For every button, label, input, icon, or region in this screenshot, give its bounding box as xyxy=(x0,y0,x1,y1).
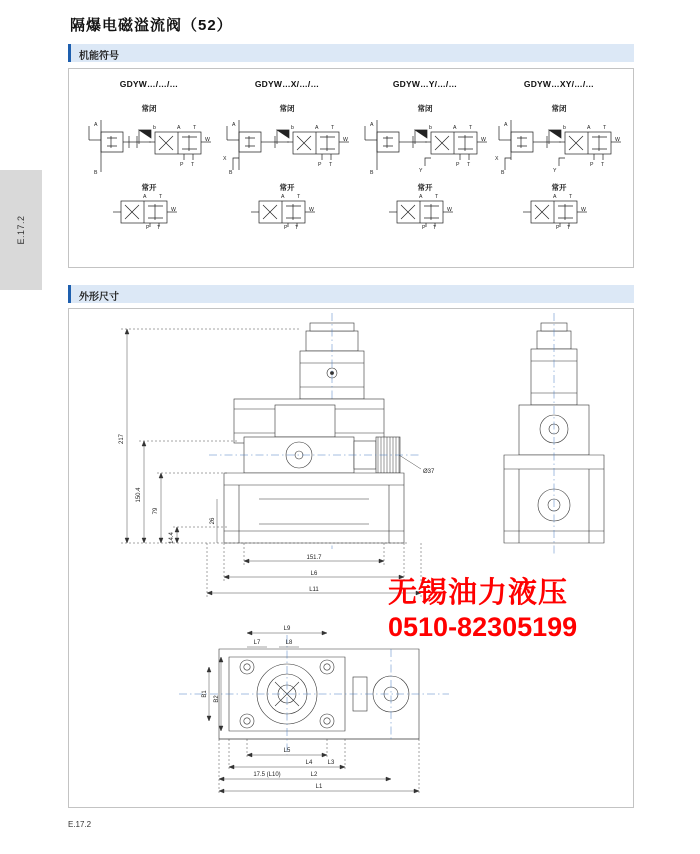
dim-B1: B1 xyxy=(202,690,208,698)
svg-text:b: b xyxy=(429,125,432,131)
symbol-group-3-open-diagram xyxy=(357,193,493,229)
side-tab-label: E.17.2 xyxy=(16,215,26,245)
symbol-group-3-bottom-label: 常开 xyxy=(417,183,433,192)
svg-text:P: P xyxy=(146,225,150,229)
symbol-group-1-open-diagram xyxy=(81,193,217,229)
svg-text:P: P xyxy=(556,225,560,229)
svg-text:T: T xyxy=(193,125,197,131)
dim-L6: L6 xyxy=(310,571,318,577)
svg-text:b: b xyxy=(291,125,294,131)
symbol-group-2-open-diagram xyxy=(219,193,355,229)
dim-26: 26 xyxy=(210,517,216,525)
svg-text:A: A xyxy=(94,122,98,128)
svg-text:Y: Y xyxy=(419,168,423,174)
svg-text:T: T xyxy=(157,225,161,229)
svg-text:T: T xyxy=(329,162,333,168)
svg-text:P: P xyxy=(318,162,322,168)
section-header-dimensions xyxy=(68,285,634,303)
symbol-group-4-closed-diagram xyxy=(491,114,627,176)
section-header-symbols xyxy=(68,44,634,62)
dim-17-5-L10: 17.5 (L10) xyxy=(253,772,281,778)
svg-text:X: X xyxy=(495,156,499,162)
svg-text:P: P xyxy=(422,225,426,229)
dim-L7: L7 xyxy=(253,640,261,646)
dim-151-7: 151.7 xyxy=(306,555,322,561)
svg-text:T: T xyxy=(295,225,299,229)
symbol-group-4-open-diagram xyxy=(491,193,627,229)
page-title: 隔爆电磁溢流阀（52） xyxy=(70,17,233,34)
svg-text:T: T xyxy=(469,125,473,131)
symbol-group-1-bottom-label: 常开 xyxy=(141,183,157,192)
svg-text:B: B xyxy=(501,170,505,176)
symbol-group-4 xyxy=(489,77,629,261)
symbol-group-1-top-label: 常闭 xyxy=(141,104,157,113)
dimensions-panel xyxy=(68,308,634,808)
dim-217: 217 xyxy=(119,433,125,445)
svg-text:T: T xyxy=(601,162,605,168)
dim-L2: L2 xyxy=(310,772,318,778)
symbol-group-2-title: GDYW…X/…/… xyxy=(254,79,320,89)
svg-text:A: A xyxy=(281,194,285,200)
symbol-group-4-title: GDYW…XY/…/… xyxy=(523,79,595,89)
dim-d37: Ø37 xyxy=(423,469,435,475)
symbol-group-3-title: GDYW…Y/…/… xyxy=(392,79,458,89)
dim-L5: L5 xyxy=(283,748,291,754)
svg-text:B: B xyxy=(229,170,233,176)
svg-text:A: A xyxy=(370,122,374,128)
dim-L9: L9 xyxy=(283,626,291,632)
symbol-group-2-bottom-label: 常开 xyxy=(279,183,295,192)
svg-text:T: T xyxy=(331,125,335,131)
svg-text:W: W xyxy=(171,207,176,213)
svg-text:A: A xyxy=(419,194,423,200)
section-header-symbols-label: 机能符号 xyxy=(79,51,119,62)
svg-text:X: X xyxy=(223,156,227,162)
svg-text:A: A xyxy=(177,125,181,131)
svg-text:T: T xyxy=(159,194,163,200)
svg-text:W: W xyxy=(343,137,348,143)
dim-B2: B2 xyxy=(214,695,220,703)
dim-14-4: 14.4 xyxy=(169,532,175,544)
symbol-group-4-bottom-label: 常开 xyxy=(551,183,567,192)
side-tab xyxy=(0,170,42,290)
svg-text:b: b xyxy=(153,125,156,131)
dim-L11: L11 xyxy=(309,587,319,593)
svg-text:A: A xyxy=(143,194,147,200)
dim-L1: L1 xyxy=(315,784,323,790)
svg-text:B: B xyxy=(370,170,374,176)
svg-text:W: W xyxy=(581,207,586,213)
dim-150-4: 150.4 xyxy=(136,487,142,503)
section-header-dimensions-label: 外形尺寸 xyxy=(79,292,119,303)
svg-text:A: A xyxy=(315,125,319,131)
symbol-group-3-top-label: 常闭 xyxy=(417,104,433,113)
svg-text:T: T xyxy=(297,194,301,200)
symbol-group-3-closed-diagram xyxy=(357,114,493,176)
dim-L8: L8 xyxy=(285,640,293,646)
symbol-group-2-closed-diagram xyxy=(219,114,355,176)
watermark-phone: 0510-82305199 xyxy=(388,612,578,642)
svg-text:A: A xyxy=(587,125,591,131)
svg-text:T: T xyxy=(433,225,437,229)
symbol-group-1-title: GDYW…/…/… xyxy=(119,79,179,89)
watermark-company: 无锡油力液压 xyxy=(388,577,569,609)
dimension-drawing xyxy=(69,309,633,807)
svg-text:B: B xyxy=(94,170,98,176)
dim-L3: L3 xyxy=(327,760,335,766)
symbol-group-2-top-label: 常闭 xyxy=(279,104,295,113)
svg-text:P: P xyxy=(590,162,594,168)
svg-text:T: T xyxy=(467,162,471,168)
symbol-group-1-closed-diagram xyxy=(81,114,217,176)
svg-text:A: A xyxy=(453,125,457,131)
svg-text:T: T xyxy=(603,125,607,131)
svg-text:P: P xyxy=(180,162,184,168)
dim-79: 79 xyxy=(153,507,159,515)
svg-text:W: W xyxy=(615,137,620,143)
symbol-group-1 xyxy=(79,77,219,261)
svg-text:A: A xyxy=(504,122,508,128)
svg-text:T: T xyxy=(567,225,571,229)
symbol-group-4-top-label: 常闭 xyxy=(551,104,567,113)
svg-text:P: P xyxy=(456,162,460,168)
svg-text:W: W xyxy=(481,137,486,143)
svg-text:A: A xyxy=(553,194,557,200)
dim-L4: L4 xyxy=(305,760,313,766)
svg-text:T: T xyxy=(191,162,195,168)
svg-text:b: b xyxy=(563,125,566,131)
symbol-group-2 xyxy=(217,77,357,261)
svg-text:T: T xyxy=(569,194,573,200)
symbols-panel xyxy=(68,68,634,268)
page-footer: E.17.2 xyxy=(68,820,92,829)
svg-text:W: W xyxy=(447,207,452,213)
svg-text:A: A xyxy=(232,122,236,128)
symbol-group-3 xyxy=(355,77,495,261)
svg-text:Y: Y xyxy=(553,168,557,174)
svg-text:T: T xyxy=(435,194,439,200)
svg-text:W: W xyxy=(205,137,210,143)
svg-text:P: P xyxy=(284,225,288,229)
svg-text:W: W xyxy=(309,207,314,213)
